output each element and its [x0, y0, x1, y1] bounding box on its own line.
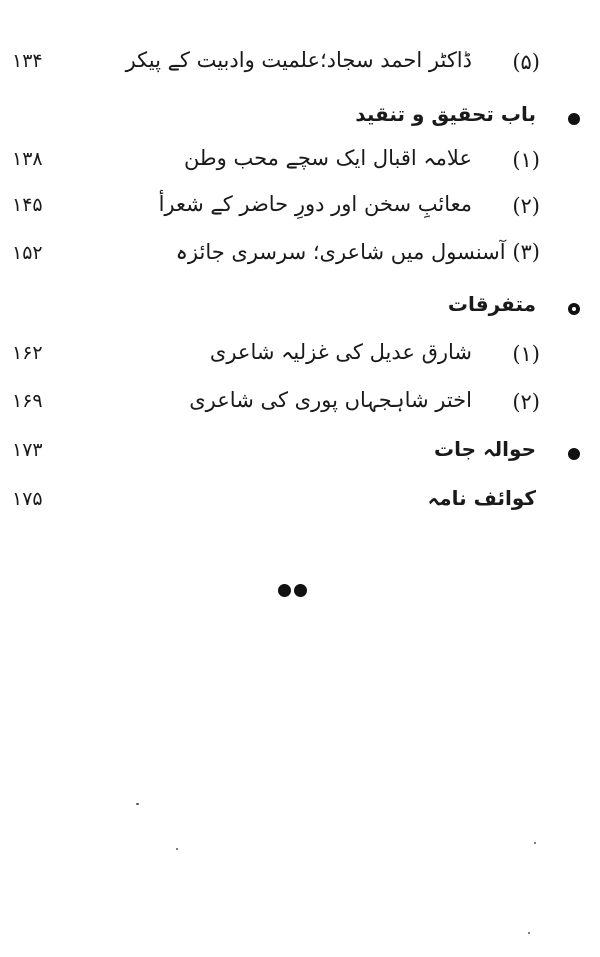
entry-title-text: آسنسول میں شاعری؛ سرسری جائزہ — [175, 240, 506, 264]
page-number: ۱۷۳ — [12, 439, 43, 461]
section-heading: کوائف نامہ — [427, 486, 536, 510]
bullet-icon — [568, 448, 580, 460]
entry-number: (۳) — [512, 240, 540, 264]
page-number: ۱۳۸ — [12, 148, 43, 170]
ornament-dot — [294, 584, 307, 597]
entry-title: اختر شاہجہاں پوری کی شاعری — [189, 388, 472, 412]
page-number: ۱۷۵ — [12, 488, 43, 510]
toc-entry — [0, 336, 600, 376]
paper-speck — [534, 842, 536, 844]
section-heading-row — [0, 98, 600, 138]
section-heading: حوالہ جات — [433, 437, 536, 461]
page-number: ۱۶۲ — [12, 342, 43, 364]
paper-speck — [136, 803, 139, 805]
section-heading-row — [0, 433, 600, 473]
paper-speck — [528, 932, 530, 934]
entry-title — [176, 240, 540, 264]
entry-title: علامہ اقبال ایک سچے محب وطن — [183, 146, 472, 170]
entry-number: (۲) — [512, 194, 540, 218]
toc-entry — [0, 384, 600, 424]
entry-number: (۱) — [512, 148, 540, 172]
section-heading: متفرقات — [447, 292, 536, 316]
end-ornament — [278, 584, 312, 598]
page-number: ۱۵۲ — [12, 242, 43, 264]
section-heading-row — [0, 482, 600, 522]
bullet-icon — [568, 113, 580, 125]
toc-entry — [0, 236, 600, 276]
page-number: ۱۶۹ — [12, 390, 43, 412]
section-heading: باب تحقیق و تنقید — [355, 102, 536, 126]
paper-speck — [176, 848, 178, 850]
entry-title: ڈاکٹر احمد سجاد؛علمیت وادبیت کے پیکر — [125, 48, 472, 72]
bullet-icon — [568, 303, 580, 315]
toc-entry — [0, 188, 600, 228]
toc-entry — [0, 44, 600, 84]
entry-title: شارق عدیل کی غزلیہ شاعری — [209, 340, 472, 364]
toc-entry — [0, 142, 600, 182]
entry-number: (۵) — [512, 50, 540, 74]
page-number: ۱۳۴ — [12, 50, 43, 72]
entry-number: (۲) — [512, 390, 540, 414]
entry-number: (۱) — [512, 342, 540, 366]
entry-title: معائبِ سخن اور دورِ حاضر کے شعرأ — [158, 192, 472, 216]
ornament-dot — [278, 584, 291, 597]
section-heading-row — [0, 288, 600, 328]
page-number: ۱۴۵ — [12, 194, 43, 216]
